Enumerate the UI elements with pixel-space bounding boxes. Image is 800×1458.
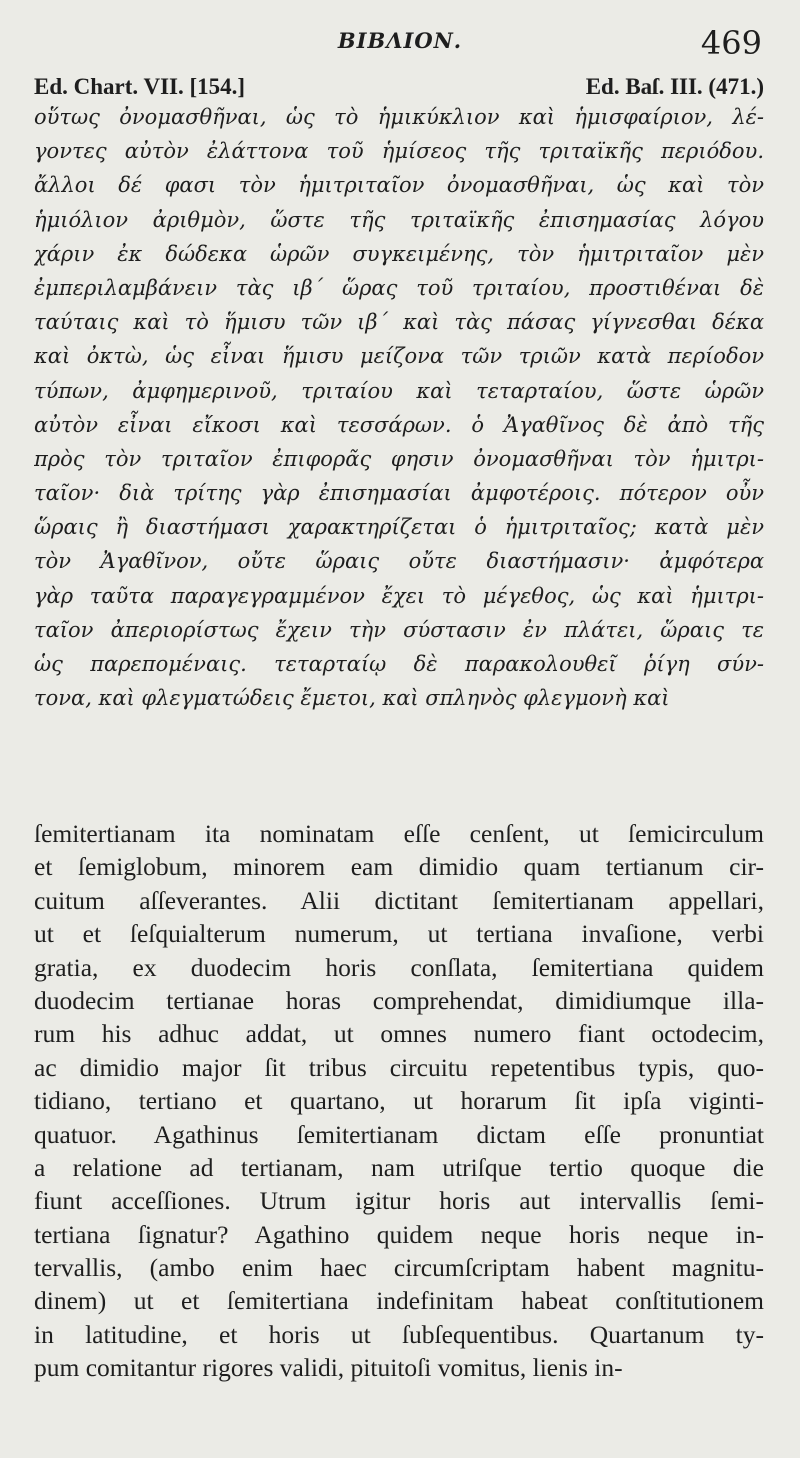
latin-text-line: a relatione ad tertianam, nam utriſque tertio quoque die <box>34 1152 764 1182</box>
latin-text-line: ut et ſeſquialterum numerum, ut tertiana invaſione, verbi <box>34 919 764 949</box>
greek-text-line: ὥραις ἢ διαστήμασι χαρακτηρίζεται ὁ ἡμιτριταῖος; κατὰ μὲν <box>34 515 764 540</box>
greek-text-line: χάριν ἐκ δώδεκα ὡρῶν συγκειμένης, τὸν ἡμιτριταῖον μὲν <box>34 241 764 266</box>
running-title: ΒΙΒΛΙΟΝ. <box>337 28 463 53</box>
latin-text-line: in latitudine, et horis ut ſubſequentibus. Quartanum ty- <box>34 1319 764 1349</box>
edition-reference-basel: Ed. Baſ. III. (471.) <box>585 74 764 99</box>
greek-text-line: γὰρ ταῦτα παραγεγραμμένον ἔχει τὸ μέγεθος, ὡς καὶ ἡμιτρι- <box>34 583 764 608</box>
greek-text-line: ἡμιόλιον ἀριθμὸν, ὥστε τῆς τριταϊκῆς ἐπισημασίας λόγου <box>34 207 764 232</box>
edition-reference-chartier: Ed. Chart. VII. [154.] <box>34 74 246 99</box>
greek-text-line: ὡς παρεπομέναις. τεταρταίῳ δὲ παρακολουθεῖ ῥίγη σύν- <box>34 652 764 676</box>
greek-text-line: οὕτως ὀνομασθῆναι, ὡς τὸ ἡμικύκλιον καὶ ἡμισφαίριον, λέ- <box>34 105 764 129</box>
latin-text-line: fiunt acceſſiones. Utrum igitur horis aut intervallis ſemi- <box>34 1186 764 1216</box>
latin-text-line: tervallis, (ambo enim haec circumſcriptam habent magnitu- <box>34 1253 764 1283</box>
greek-text-line: ἐμπεριλαμβάνειν τὰς ιβ΄ ὥρας τοῦ τριταίου, προστιθέναι δὲ <box>34 275 764 300</box>
latin-text-line: tertiana ſignatur? Agathino quidem neque horis neque in- <box>34 1219 764 1249</box>
latin-text-line: tidiano, tertiano et quartano, ut horarum ſit ipſa viginti- <box>34 1086 764 1116</box>
greek-text-line: ταύταις καὶ τὸ ἥμισυ τῶν ιβ΄ καὶ τὰς πάσας γίγνεσθαι δέκα <box>34 310 764 335</box>
greek-text-block <box>34 100 764 715</box>
latin-text-line: quatuor. Agathinus ſemitertianam dictam eſſe pronuntiat <box>34 1119 764 1149</box>
latin-text-line: cuitum aſſeverantes. Alii dictitant ſemitertianam appellari, <box>34 885 764 915</box>
greek-text-line: καὶ ὀκτὼ, ὡς εἶναι ἥμισυ μείζονα τῶν τριῶν κατὰ περίοδον <box>34 344 764 369</box>
latin-text-line: duodecim tertianae horas comprehendat, dimidiumque illa- <box>34 985 764 1015</box>
greek-text-line: γοντες αὐτὸν ἐλάττονα τοῦ ἡμίσεος τῆς τριταϊκῆς περιόδου. <box>34 139 764 164</box>
greek-text-line: τὸν Ἀγαθῖνον, οὔτε ὥραις οὔτε διαστήμασιν· ἀμφότερα <box>34 549 764 574</box>
latin-text-line: ac dimidio major ſit tribus circuitu repetentibus typis, quo- <box>34 1052 764 1082</box>
latin-text-line: dinem) ut et ſemitertiana indefinitam habeat conſtitutionem <box>34 1286 764 1316</box>
greek-text-line: ταῖον· διὰ τρίτης γὰρ ἐπισημασίαι ἀμφοτέροις. πότερον οὖν <box>34 481 764 506</box>
greek-text-line: ἄλλοι δέ φασι τὸν ἡμιτριταῖον ὀνομασθῆναι, ὡς καὶ τὸν <box>34 173 764 198</box>
greek-text-line: αὐτὸν εἶναι εἴκοσι καὶ τεσσάρων. ὁ Ἀγαθῖνος δὲ ἀπὸ τῆς <box>34 412 764 437</box>
latin-text-line: rum his adhuc addat, ut omnes numero fiant octodecim, <box>34 1019 764 1049</box>
latin-text-line: pum comitantur rigores validi, pituitoſi vomitus, lienis in- <box>34 1353 623 1383</box>
greek-text-line: τονα, καὶ φλεγματώδεις ἔμετοι, καὶ σπληνὸς φλεγμονὴ καὶ <box>34 686 670 711</box>
latin-text-line: et ſemiglobum, minorem eam dimidio quam tertianum cir- <box>34 852 764 882</box>
latin-text-line: gratia, ex duodecim horis conſlata, ſemitertiana quidem <box>34 952 764 982</box>
latin-text-line: ſemitertianam ita nominatam eſſe cenſent, ut ſemicirculum <box>34 819 764 848</box>
greek-text-line: τύπων, ἀμφημερινοῦ, τριταίου καὶ τεταρταίου, ὥστε ὡρῶν <box>34 378 764 403</box>
greek-text-line: πρὸς τὸν τριταῖον ἐπιφορᾶς φησιν ὀνομασθῆναι τὸν ἡμιτρι- <box>34 446 764 471</box>
page-number: 469 <box>700 24 762 62</box>
latin-text-block <box>34 817 764 1385</box>
greek-text-line: ταῖον ἀπεριορίστως ἔχειν τὴν σύστασιν ἐν πλάτει, ὥραις τε <box>34 617 764 642</box>
